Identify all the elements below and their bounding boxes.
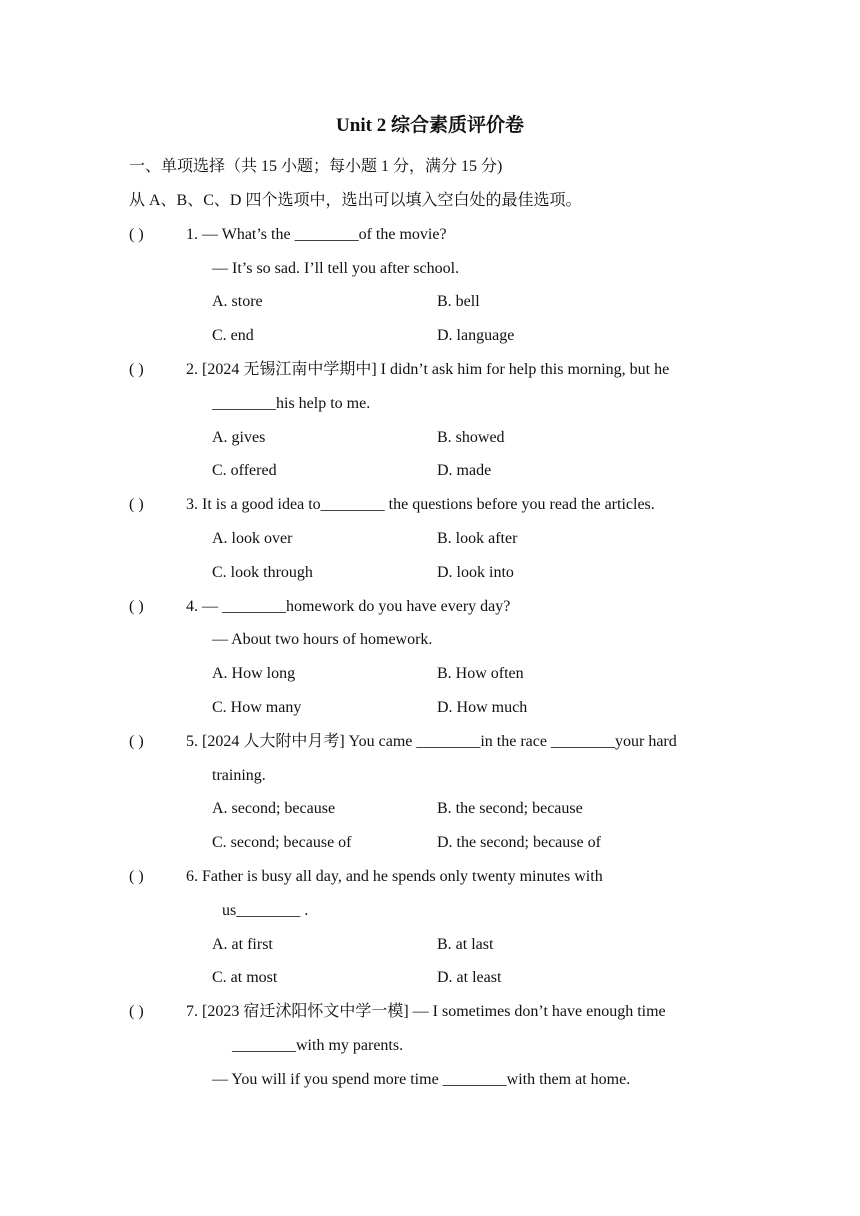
option-a: A. How long: [212, 665, 296, 682]
answer-blank: ( ): [129, 496, 144, 513]
option-b: B. at last: [437, 936, 494, 953]
answer-blank: ( ): [129, 361, 144, 378]
option-b: B. the second; because: [437, 800, 583, 817]
question-stem: 2. [2024 无锡江南中学期中] I didn’t ask him for help this morning, but he: [186, 361, 670, 378]
question-line: ― It’s so sad. I’ll tell you after school.: [212, 260, 460, 277]
option-a: A. second; because: [212, 800, 336, 817]
option-d: D. made: [437, 462, 492, 479]
answer-blank: ( ): [129, 1003, 144, 1020]
answer-blank: ( ): [129, 733, 144, 750]
question-stem: 4. ― ________homework do you have every day?: [186, 598, 511, 615]
option-d: D. How much: [437, 699, 528, 716]
section-instruction: 从 A、B、C、D 四个选项中，选出可以填入空白处的最佳选项。: [129, 192, 582, 209]
question-stem: 5. [2024 人大附中月考] You came ________in the race ________your hard: [186, 733, 677, 750]
option-d: D. language: [437, 327, 515, 344]
option-c: C. second; because of: [212, 834, 352, 851]
question-line: ________his help to me.: [212, 395, 371, 412]
answer-blank: ( ): [129, 226, 144, 243]
option-c: C. How many: [212, 699, 302, 716]
question-stem: 3. It is a good idea to________ the questions before you read the articles.: [186, 496, 655, 513]
page-title: Unit 2 综合素质评价卷: [336, 115, 524, 136]
option-a: A. gives: [212, 429, 266, 446]
question-line: ________with my parents.: [232, 1037, 404, 1054]
section-heading: 一、单项选择（共 15 小题；每小题 1 分，满分 15 分): [129, 158, 503, 175]
option-d: D. look into: [437, 564, 514, 581]
option-c: C. offered: [212, 462, 277, 479]
question-line: training.: [212, 767, 266, 784]
option-a: A. look over: [212, 530, 293, 547]
option-c: C. at most: [212, 969, 278, 986]
answer-blank: ( ): [129, 598, 144, 615]
option-b: B. showed: [437, 429, 505, 446]
option-b: B. look after: [437, 530, 518, 547]
option-a: A. at first: [212, 936, 273, 953]
question-line: us________ .: [222, 902, 309, 919]
question-line: ― About two hours of homework.: [212, 631, 433, 648]
option-a: A. store: [212, 293, 263, 310]
option-b: B. bell: [437, 293, 480, 310]
question-stem: 6. Father is busy all day, and he spends only twenty minutes with: [186, 868, 603, 885]
option-c: C. look through: [212, 564, 313, 581]
option-d: D. at least: [437, 969, 502, 986]
option-b: B. How often: [437, 665, 524, 682]
option-d: D. the second; because of: [437, 834, 601, 851]
question-line: ― You will if you spend more time ________with them at home.: [212, 1071, 631, 1088]
question-stem: 1. ― What’s the ________of the movie?: [186, 226, 447, 243]
answer-blank: ( ): [129, 868, 144, 885]
question-stem: 7. [2023 宿迁沭阳怀文中学一模] ― I sometimes don’t have enough time: [186, 1003, 666, 1020]
option-c: C. end: [212, 327, 254, 344]
